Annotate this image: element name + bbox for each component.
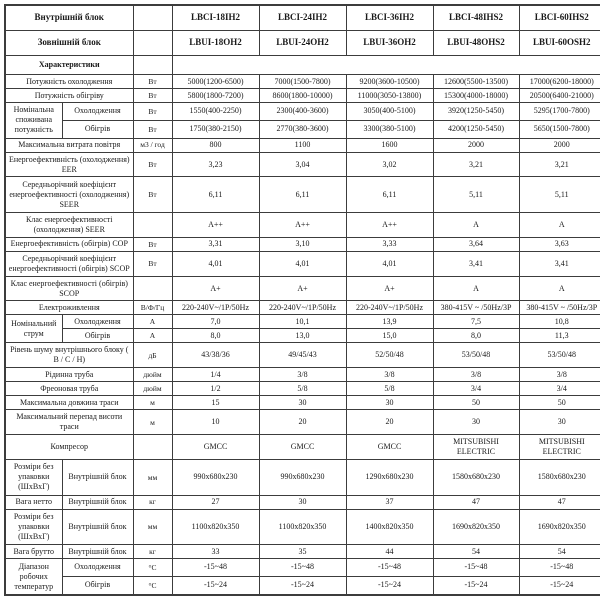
row-label: Середньорічний коефіцієнт енергоефективності (охолодження) SEER bbox=[5, 177, 133, 213]
row-label: Рівень шуму внутрішнього блоку ( В / С / Н) bbox=[5, 343, 133, 368]
row-unit: Вт bbox=[133, 152, 172, 177]
cell-value: 30 bbox=[259, 396, 346, 410]
unit-header-cell bbox=[133, 31, 172, 56]
cell-value: 3/8 bbox=[519, 368, 600, 382]
table-row-eer bbox=[5, 152, 600, 177]
table-row-dimensions-packed bbox=[5, 509, 600, 545]
cell-value: 27 bbox=[172, 495, 259, 509]
cell-value: -15~48 bbox=[433, 559, 519, 577]
cell-value: 15 bbox=[172, 396, 259, 410]
table-row-liquid-pipe bbox=[5, 368, 600, 382]
cell-value: 30 bbox=[259, 495, 346, 509]
cell-value: 1600 bbox=[346, 138, 433, 152]
cell-value: 380-415V ~ /50Hz/3P bbox=[433, 301, 519, 315]
cell-value: A bbox=[519, 276, 600, 301]
cell-value: 3,21 bbox=[519, 152, 600, 177]
outdoor-model-cell: LBUI-60OSH2 bbox=[519, 31, 600, 56]
row-sublabel: Охолодження bbox=[62, 103, 133, 121]
row-group-label: Номінальний струм bbox=[5, 315, 62, 343]
row-unit: А bbox=[133, 315, 172, 329]
row-label: Розміри без упаковки (ШхВхГ) bbox=[5, 459, 62, 495]
cell-value: 52/50/48 bbox=[346, 343, 433, 368]
cell-value: 20500(6400-21000) bbox=[519, 89, 600, 103]
row-unit: дБ bbox=[133, 343, 172, 368]
cell-value: 1580x680x230 bbox=[433, 459, 519, 495]
table-row-net-weight bbox=[5, 495, 600, 509]
cell-value: A+ bbox=[172, 276, 259, 301]
row-label: Енергоефективність (обігрів) COP bbox=[5, 237, 133, 251]
cell-value: 53/50/48 bbox=[519, 343, 600, 368]
cell-value: 10 bbox=[172, 410, 259, 435]
row-sublabel: Обігрів bbox=[62, 329, 133, 343]
row-label: Електроживлення bbox=[5, 301, 133, 315]
outdoor-model-cell: LBUI-18OH2 bbox=[172, 31, 259, 56]
cell-value: 5650(1500-7800) bbox=[519, 120, 600, 138]
cell-value: 220-240V~/1P/50Hz bbox=[172, 301, 259, 315]
row-label: Середньорічний коефіцієнт енергоефективності (обігрів) SCOP bbox=[5, 251, 133, 276]
row-label: Компресор bbox=[5, 435, 133, 460]
cell-value: 2770(380-3600) bbox=[259, 120, 346, 138]
outdoor-model-cell: LBUI-48OHS2 bbox=[433, 31, 519, 56]
row-unit: А bbox=[133, 329, 172, 343]
cell-value: 43/38/36 bbox=[172, 343, 259, 368]
cell-value: A bbox=[433, 213, 519, 238]
table-row-nominal-power-cooling bbox=[5, 103, 600, 121]
cell-value: A+ bbox=[346, 276, 433, 301]
cell-value: 37 bbox=[346, 495, 433, 509]
row-sublabel: Обігрів bbox=[62, 576, 133, 595]
cell-value: 5/8 bbox=[346, 382, 433, 396]
cell-value: A++ bbox=[172, 213, 259, 238]
cell-value: -15~24 bbox=[172, 576, 259, 595]
row-unit bbox=[133, 435, 172, 460]
cell-value: 3050(400-5100) bbox=[346, 103, 433, 121]
table-row-gross-weight bbox=[5, 545, 600, 559]
cell-value: 4,01 bbox=[172, 251, 259, 276]
cell-value: 50 bbox=[519, 396, 600, 410]
row-group-label: Діапазон робочих температур bbox=[5, 559, 62, 595]
row-label: Максимальна витрата повітря bbox=[5, 138, 133, 152]
cell-value: 2000 bbox=[433, 138, 519, 152]
row-unit bbox=[133, 276, 172, 301]
row-sublabel: Внутрішній блок bbox=[62, 545, 133, 559]
cell-value: 3,41 bbox=[433, 251, 519, 276]
row-unit bbox=[133, 213, 172, 238]
cell-value: 7,0 bbox=[172, 315, 259, 329]
cell-value: 11000(3050-13800) bbox=[346, 89, 433, 103]
row-label: Розміри без упаковки (ШхВхГ) bbox=[5, 509, 62, 545]
cell-value: 3920(1250-5450) bbox=[433, 103, 519, 121]
row-sublabel: Охолодження bbox=[62, 315, 133, 329]
cell-value: 12600(5500-13500) bbox=[433, 75, 519, 89]
cell-value: 30 bbox=[519, 410, 600, 435]
cell-value: 1100 bbox=[259, 138, 346, 152]
row-label: Потужність охолодження bbox=[5, 75, 133, 89]
cell-value: 33 bbox=[172, 545, 259, 559]
row-unit: Вт bbox=[133, 177, 172, 213]
table-row-seer-class bbox=[5, 213, 600, 238]
cell-value: 1100x820x350 bbox=[172, 509, 259, 545]
cell-value: 2000 bbox=[519, 138, 600, 152]
cell-value: GMCC bbox=[259, 435, 346, 460]
table-row-temp-range-heating bbox=[5, 576, 600, 595]
cell-value: 17000(6200-18000) bbox=[519, 75, 600, 89]
cell-value: 1290x680x230 bbox=[346, 459, 433, 495]
table-row-compressor bbox=[5, 435, 600, 460]
row-sublabel: Внутрішній блок bbox=[62, 495, 133, 509]
row-unit: м bbox=[133, 410, 172, 435]
cell-value: -15~48 bbox=[172, 559, 259, 577]
cell-value: A bbox=[519, 213, 600, 238]
row-unit: кг bbox=[133, 495, 172, 509]
table-row-cop bbox=[5, 237, 600, 251]
cell-value: 6,11 bbox=[346, 177, 433, 213]
empty-section-cell bbox=[172, 56, 600, 75]
cell-value: 30 bbox=[346, 396, 433, 410]
table-row-scop-class bbox=[5, 276, 600, 301]
cell-value: 13,0 bbox=[259, 329, 346, 343]
row-label: Вага брутто bbox=[5, 545, 62, 559]
cell-value: MITSUBISHI ELECTRIC bbox=[519, 435, 600, 460]
cell-value: 3,63 bbox=[519, 237, 600, 251]
outdoor-model-cell: LBUI-36OH2 bbox=[346, 31, 433, 56]
row-unit: мм bbox=[133, 509, 172, 545]
cell-value: 47 bbox=[519, 495, 600, 509]
row-label: Вага нетто bbox=[5, 495, 62, 509]
row-unit: дюйм bbox=[133, 382, 172, 396]
cell-value: A++ bbox=[346, 213, 433, 238]
row-label: Клас енергоефективності (охолодження) SEER bbox=[5, 213, 133, 238]
cell-value: -15~48 bbox=[259, 559, 346, 577]
cell-value: 3/8 bbox=[346, 368, 433, 382]
table-row-seer bbox=[5, 177, 600, 213]
unit-cell bbox=[133, 56, 172, 75]
cell-value: 3,21 bbox=[433, 152, 519, 177]
cell-value: 54 bbox=[433, 545, 519, 559]
cell-value: 6,11 bbox=[259, 177, 346, 213]
table-row-max-length bbox=[5, 396, 600, 410]
row-unit: Вт bbox=[133, 237, 172, 251]
cell-value: 8600(1800-10000) bbox=[259, 89, 346, 103]
cell-value: 1/4 bbox=[172, 368, 259, 382]
cell-value: -15~48 bbox=[519, 559, 600, 577]
cell-value: 35 bbox=[259, 545, 346, 559]
outdoor-unit-header-row bbox=[5, 31, 600, 56]
cell-value: 50 bbox=[433, 396, 519, 410]
outdoor-model-cell: LBUI-24OH2 bbox=[259, 31, 346, 56]
cell-value: 3/8 bbox=[259, 368, 346, 382]
row-unit: Вт bbox=[133, 103, 172, 121]
cell-value: 7,5 bbox=[433, 315, 519, 329]
cell-value: -15~24 bbox=[519, 576, 600, 595]
cell-value: 1750(380-2150) bbox=[172, 120, 259, 138]
cell-value: 8,0 bbox=[172, 329, 259, 343]
cell-value: 2300(400-3600) bbox=[259, 103, 346, 121]
table-row-noise-level bbox=[5, 343, 600, 368]
characteristics-label: Характеристики bbox=[5, 56, 133, 75]
cell-value: 3,04 bbox=[259, 152, 346, 177]
cell-value: 4,01 bbox=[259, 251, 346, 276]
cell-value: 47 bbox=[433, 495, 519, 509]
cell-value: 380-415V ~ /50Hz/3P bbox=[519, 301, 600, 315]
table-row-current-cooling bbox=[5, 315, 600, 329]
row-unit: Вт bbox=[133, 120, 172, 138]
outdoor-unit-label: Зовнішній блок bbox=[5, 31, 133, 56]
table-row-air-flow bbox=[5, 138, 600, 152]
cell-value: 8,0 bbox=[433, 329, 519, 343]
cell-value: 3,31 bbox=[172, 237, 259, 251]
table-row-freon-pipe bbox=[5, 382, 600, 396]
row-label: Рідинна труба bbox=[5, 368, 133, 382]
cell-value: 15300(4000-18000) bbox=[433, 89, 519, 103]
cell-value: 54 bbox=[519, 545, 600, 559]
cell-value: 5295(1700-7800) bbox=[519, 103, 600, 121]
cell-value: 4,01 bbox=[346, 251, 433, 276]
cell-value: 5,11 bbox=[519, 177, 600, 213]
cell-value: 10,8 bbox=[519, 315, 600, 329]
row-sublabel: Внутрішній блок bbox=[62, 509, 133, 545]
cell-value: 3,41 bbox=[519, 251, 600, 276]
row-unit: м3 / год bbox=[133, 138, 172, 152]
cell-value: 3,23 bbox=[172, 152, 259, 177]
cell-value: 1/2 bbox=[172, 382, 259, 396]
row-label: Максимальна довжина траси bbox=[5, 396, 133, 410]
spec-table bbox=[4, 4, 600, 596]
row-label: Енергоефективність (охолодження) EER bbox=[5, 152, 133, 177]
cell-value: 3,02 bbox=[346, 152, 433, 177]
row-unit: дюйм bbox=[133, 368, 172, 382]
cell-value: 3/8 bbox=[433, 368, 519, 382]
cell-value: A+ bbox=[259, 276, 346, 301]
cell-value: 6,11 bbox=[172, 177, 259, 213]
cell-value: 220-240V~/1P/50Hz bbox=[346, 301, 433, 315]
cell-value: 4200(1250-5450) bbox=[433, 120, 519, 138]
cell-value: 1690x820x350 bbox=[519, 509, 600, 545]
row-label: Клас енергоефективності (обігрів) SCOP bbox=[5, 276, 133, 301]
cell-value: 1550(400-2250) bbox=[172, 103, 259, 121]
cell-value: 1400x820x350 bbox=[346, 509, 433, 545]
cell-value: 10,1 bbox=[259, 315, 346, 329]
cell-value: 5,11 bbox=[433, 177, 519, 213]
table-row-scop bbox=[5, 251, 600, 276]
row-unit: °C bbox=[133, 576, 172, 595]
row-sublabel: Внутрішній блок bbox=[62, 459, 133, 495]
cell-value: -15~24 bbox=[346, 576, 433, 595]
indoor-model-cell: LBCI-18IH2 bbox=[172, 5, 259, 31]
cell-value: 5000(1200-6500) bbox=[172, 75, 259, 89]
cell-value: -15~24 bbox=[259, 576, 346, 595]
row-unit: В/Ф/Гц bbox=[133, 301, 172, 315]
table-row-current-heating bbox=[5, 329, 600, 343]
cell-value: A++ bbox=[259, 213, 346, 238]
cell-value: 53/50/48 bbox=[433, 343, 519, 368]
table-row-heating-capacity bbox=[5, 89, 600, 103]
cell-value: 49/45/43 bbox=[259, 343, 346, 368]
cell-value: 11,3 bbox=[519, 329, 600, 343]
row-unit: Вт bbox=[133, 75, 172, 89]
row-unit: Вт bbox=[133, 89, 172, 103]
table-row-dimensions-indoor bbox=[5, 459, 600, 495]
cell-value: 30 bbox=[433, 410, 519, 435]
indoor-model-cell: LBCI-36IH2 bbox=[346, 5, 433, 31]
cell-value: 15,0 bbox=[346, 329, 433, 343]
cell-value: GMCC bbox=[172, 435, 259, 460]
unit-header-cell bbox=[133, 5, 172, 31]
cell-value: 3,64 bbox=[433, 237, 519, 251]
cell-value: 1100x820x350 bbox=[259, 509, 346, 545]
cell-value: GMCC bbox=[346, 435, 433, 460]
row-unit: кг bbox=[133, 545, 172, 559]
cell-value: 3/4 bbox=[433, 382, 519, 396]
cell-value: 7000(1500-7800) bbox=[259, 75, 346, 89]
cell-value: 990x680x230 bbox=[172, 459, 259, 495]
table-row-power-supply bbox=[5, 301, 600, 315]
indoor-model-cell: LBCI-60IHS2 bbox=[519, 5, 600, 31]
row-unit: Вт bbox=[133, 251, 172, 276]
row-label: Потужність обігріву bbox=[5, 89, 133, 103]
cell-value: 800 bbox=[172, 138, 259, 152]
cell-value: 3,10 bbox=[259, 237, 346, 251]
cell-value: 1580x680x230 bbox=[519, 459, 600, 495]
table-row-temp-range-cooling bbox=[5, 559, 600, 577]
cell-value: 13,9 bbox=[346, 315, 433, 329]
row-sublabel: Обігрів bbox=[62, 120, 133, 138]
indoor-unit-label: Внутрішній блок bbox=[5, 5, 133, 31]
cell-value: 20 bbox=[346, 410, 433, 435]
cell-value: 44 bbox=[346, 545, 433, 559]
characteristics-section-row bbox=[5, 56, 600, 75]
cell-value: 990x680x230 bbox=[259, 459, 346, 495]
cell-value: 5800(1800-7200) bbox=[172, 89, 259, 103]
cell-value: -15~48 bbox=[346, 559, 433, 577]
cell-value: 3/4 bbox=[519, 382, 600, 396]
cell-value: 9200(3600-10500) bbox=[346, 75, 433, 89]
cell-value: -15~24 bbox=[433, 576, 519, 595]
indoor-model-cell: LBCI-24IH2 bbox=[259, 5, 346, 31]
cell-value: 3,33 bbox=[346, 237, 433, 251]
row-unit: °C bbox=[133, 559, 172, 577]
indoor-unit-header-row bbox=[5, 5, 600, 31]
row-unit: м bbox=[133, 396, 172, 410]
indoor-model-cell: LBCI-48IHS2 bbox=[433, 5, 519, 31]
cell-value: 5/8 bbox=[259, 382, 346, 396]
cell-value: 220-240V~/1P/50Hz bbox=[259, 301, 346, 315]
row-sublabel: Охолодження bbox=[62, 559, 133, 577]
row-unit: мм bbox=[133, 459, 172, 495]
table-row-max-height-diff bbox=[5, 410, 600, 435]
row-label: Фреоновая труба bbox=[5, 382, 133, 396]
cell-value: 3300(380-5100) bbox=[346, 120, 433, 138]
cell-value: MITSUBISHI ELECTRIC bbox=[433, 435, 519, 460]
cell-value: 20 bbox=[259, 410, 346, 435]
cell-value: A bbox=[433, 276, 519, 301]
table-row-nominal-power-heating bbox=[5, 120, 600, 138]
row-label: Максимальний перепад висоти траси bbox=[5, 410, 133, 435]
table-row-cooling-capacity bbox=[5, 75, 600, 89]
row-group-label: Номінальна споживана потужність bbox=[5, 103, 62, 139]
cell-value: 1690x820x350 bbox=[433, 509, 519, 545]
